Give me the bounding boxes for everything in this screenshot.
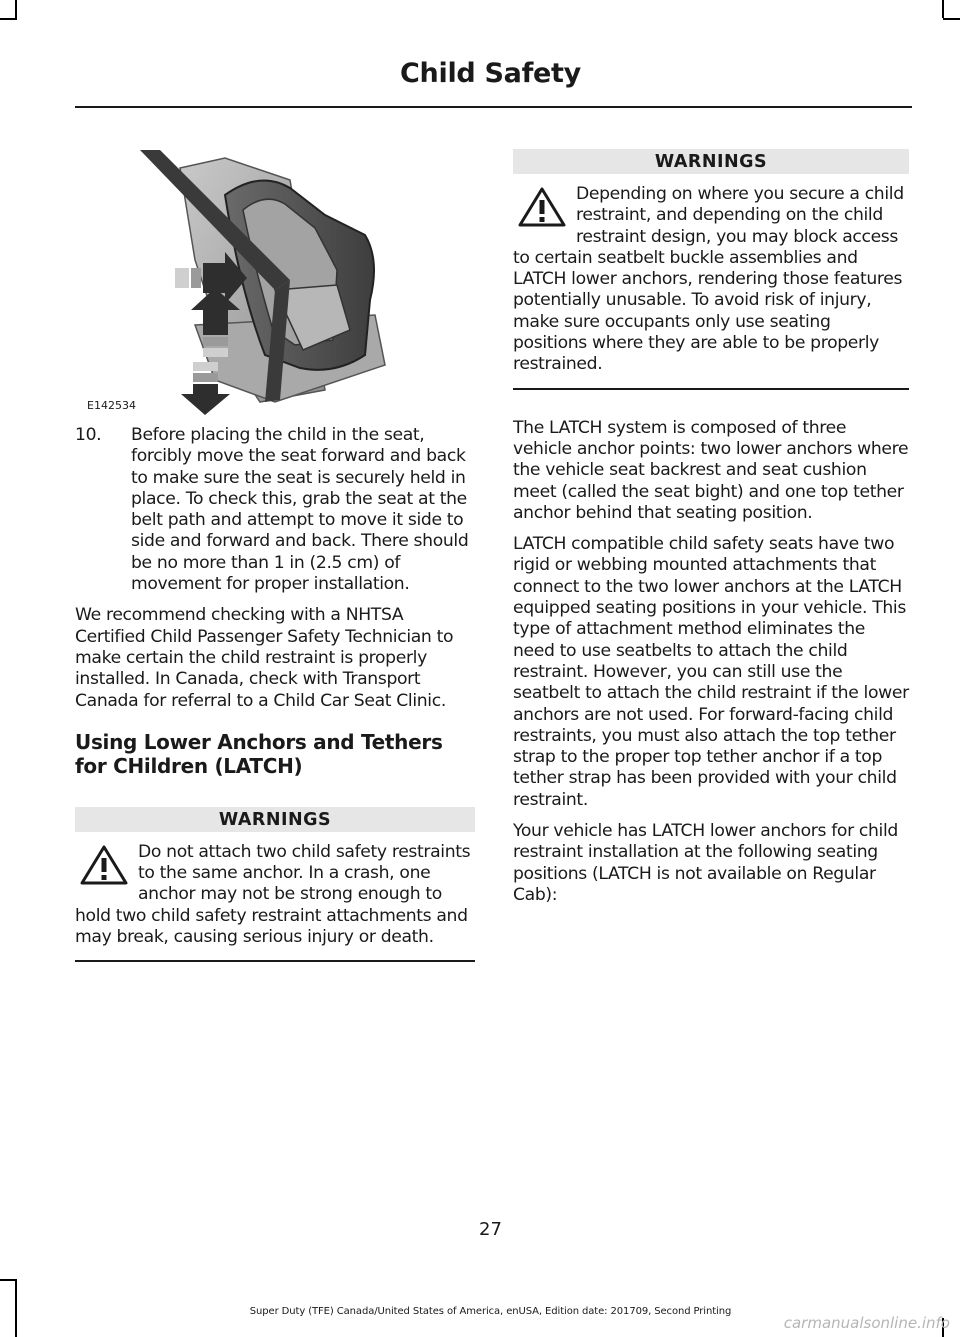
step-text: Before placing the child in the seat, forcibly move the seat forward and back to make sure the seat is securely held in place. To check this, grab the seat at the belt path and attempt to move it side to side and forward and back. There should be no more than 1 in (2.5 cm) of movement for proper installation. (131, 425, 469, 595)
page-number: 27 (479, 1219, 502, 1240)
left-column (75, 140, 475, 962)
latch-compatible-paragraph: LATCH compatible child safety seats have two rigid or webbing mounted attachments that connect to the two lower anchors at the LATCH equipped seating positions in your vehicle. This type of attachment method eliminates the need to use seatbelts to attach the child restraint. However, you can still use the seatbelt to attach the child restraint if the lower anchors are not used. For forward-facing child restraints, you must also attach the top tether strap to the proper top tether anchor if a top tether strap has been provided with your child restraint. (513, 534, 909, 810)
latch-system-paragraph: The LATCH system is composed of three vehicle anchor points: two lower anchors where the vehicle seat backrest and seat cushion meet (called the seat bight) and one top tether anchor behind that seating position. (513, 417, 909, 523)
warning-box-right (513, 149, 909, 390)
latch-positions-paragraph: Your vehicle has LATCH lower anchors for child restraint installation at the following seating positions (LATCH is not available on Regular Cab): (513, 821, 898, 905)
title-rule (75, 106, 912, 108)
crop-mark (15, 0, 17, 18)
warning-text: Do not attach two child safety restraints to the same anchor. In a crash, one anchor may not be strong enough to hold two child safety restraint attachments and may break, causing serious injury or death. (75, 841, 471, 948)
crop-mark (942, 0, 944, 18)
step-number: 10. (75, 425, 102, 445)
crop-mark (0, 1279, 17, 1281)
warning-triangle-icon (517, 186, 567, 228)
warning-body (75, 842, 475, 948)
warnings-heading: WARNINGS (75, 807, 475, 832)
child-seat-illustration (75, 140, 475, 425)
figure-id: E142534 (87, 398, 136, 412)
warnings-heading: WARNINGS (513, 149, 909, 174)
crop-mark (943, 18, 960, 20)
right-column (513, 149, 909, 916)
warning-body (513, 184, 909, 376)
crop-mark (0, 18, 17, 20)
child-seat-figure (75, 140, 475, 425)
page-title: Child Safety (400, 58, 581, 89)
recommend-paragraph: We recommend checking with a NHTSA Certified Child Passenger Safety Technician to make certain the child restraint is properly installed. In Canada, check with Transport Canada for referral to a Child Car Seat Clinic. (75, 605, 454, 711)
watermark: carmanualsonline.info (783, 1314, 950, 1332)
warning-box-left (75, 807, 475, 962)
section-heading: Using Lower Anchors and Tethers for CHildren (LATCH) (75, 729, 443, 778)
footer-text: Super Duty (TFE) Canada/United States of America, enUSA, Edition date: 201709, Second Printing (249, 1306, 732, 1317)
warning-triangle-icon (79, 844, 129, 886)
step-10 (75, 425, 475, 595)
warning-text: Depending on where you secure a child restraint, and depending on the child restraint design, you may block access to certain seatbelt buckle assemblies and LATCH lower anchors, rendering those features potentially unusable. To avoid risk of injury, make sure occupants only use seating positions where they are able to be properly restrained. (513, 184, 904, 375)
